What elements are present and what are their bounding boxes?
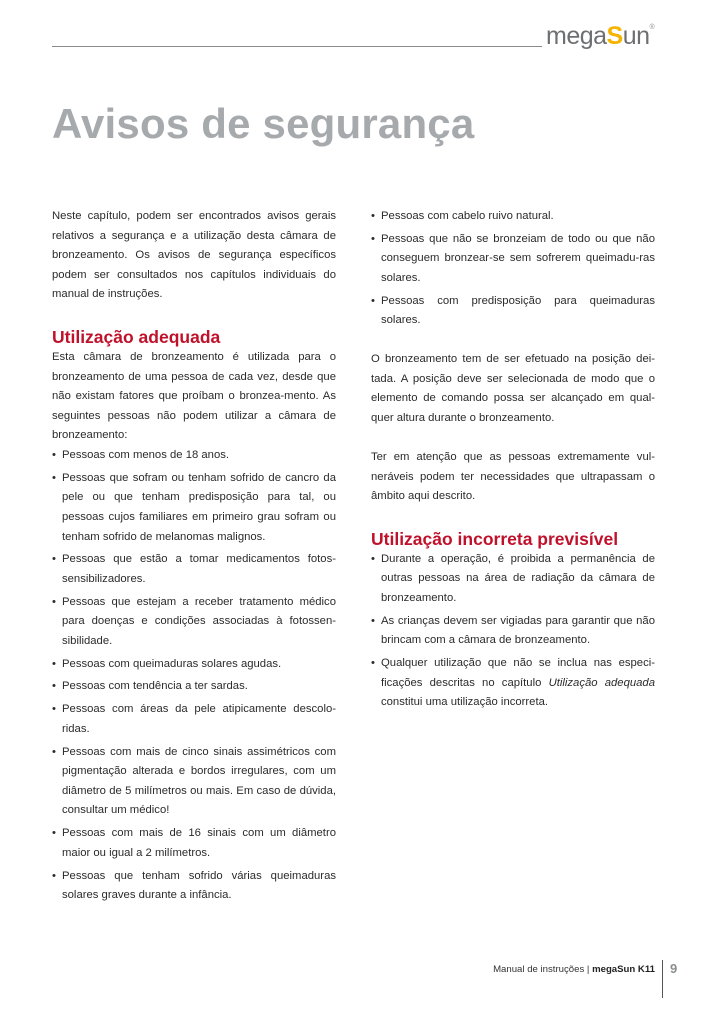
list-item: • Pessoas com tendência a ter sardas.: [52, 677, 336, 697]
proper-use-intro: Esta câmara de bronzeamento é utilizada para o bronzeamento de uma pessoa de cada vez, desde que não existam fatores que proíbam o bronzea-mento. As seguintes pessoas não podem utilizar a câmara de bronzeamento:: [52, 350, 336, 442]
restricted-persons-list: [52, 446, 336, 906]
position-paragraph: O bronzeamento tem de ser efetuado na posição dei-tada. A posição deve ser selecionada de modo que o elemento de comando possa ser alcançado em qual-quer altura durante o bronzeamento.: [371, 353, 655, 424]
list-item: [371, 654, 655, 713]
page-number: 9: [670, 961, 678, 976]
misuse-list: [371, 550, 655, 713]
list-item: • Durante a operação, é proibida a permanência de outras pessoas na área de radiação da câmara de bronzeamento.: [371, 550, 655, 609]
page-title: Avisos de segurança: [52, 100, 475, 147]
logo-highlight: S: [606, 22, 623, 50]
list-item: • Pessoas com mais de 16 sinais com um diâmetro maior ou igual a 2 milímetros.: [52, 824, 336, 863]
list-item: • Pessoas que estejam a receber tratamento médico para doenças e condições associadas à fotossen-sibilidade.: [52, 593, 336, 652]
list-item: • Pessoas com predisposição para queimaduras solares.: [371, 292, 655, 331]
bullet-text: Qualquer utilização que não se inclua nas especi-ficações descritas no capítulo: [381, 657, 655, 689]
list-item: • Pessoas que sofram ou tenham sofrido de cancro da pele ou que tenham predisposição para tal, ou pessoas cujos familiares em primeiro grau sofram ou tenham sofrido de melanomas malignos.: [52, 469, 336, 547]
list-item: • Pessoas com mais de cinco sinais assimétricos com pigmentação alterada e bordos irregulares, com um diâmetro de 5 milímetros ou mais. Em caso de dúvida, consultar um médico!: [52, 743, 336, 821]
vulnerable-persons-paragraph: Ter em atenção que as pessoas extremamente vul-neráveis podem ter necessidades que ultrapassam o âmbito aqui descrito.: [371, 451, 655, 503]
list-item: • Pessoas com áreas da pele atipicamente descolo-ridas.: [52, 700, 336, 739]
manual-label: Manual de instruções |: [493, 964, 593, 975]
section-heading-proper-use: Utilização adequada: [52, 326, 221, 347]
chapter-reference: Utilização adequada: [548, 676, 655, 689]
restricted-persons-list-continued: [371, 207, 655, 331]
megasun-logo: [546, 22, 654, 51]
product-name: megaSun K11: [592, 964, 655, 975]
logo-prefix: mega: [546, 22, 607, 50]
intro-paragraph: Neste capítulo, podem ser encontrados avisos gerais relativos a segurança e a utilização desta câmara de bronzeamento. Os avisos de segurança específicos podem ser consultados nos capítulos individuais do manual de instruções.: [52, 210, 336, 301]
list-item: • Pessoas com cabelo ruivo natural.: [371, 207, 655, 227]
left-column: [52, 207, 336, 909]
list-item: • Pessoas que não se bronzeiam de todo ou que não conseguem bronzear-se sem sofrerem queimadu-ras solares.: [371, 230, 655, 289]
logo-suffix: un: [622, 22, 650, 50]
footer-label: [493, 964, 655, 975]
bullet-text: constitui uma utilização incorreta.: [381, 696, 549, 709]
list-item: • As crianças devem ser vigiadas para garantir que não brincam com a câmara de bronzeamento.: [371, 612, 655, 651]
header-rule: [52, 46, 542, 47]
registered-mark: ®: [649, 24, 655, 31]
list-item: • Pessoas que tenham sofrido várias queimaduras solares graves durante a infância.: [52, 867, 336, 906]
list-item: • Pessoas que estão a tomar medicamentos fotos-sensibilizadores.: [52, 550, 336, 589]
footer-divider: [662, 960, 663, 998]
section-heading-misuse: Utilização incorreta previsível: [371, 528, 619, 549]
list-item: • Pessoas com queimaduras solares agudas.: [52, 655, 336, 675]
list-item: • Pessoas com menos de 18 anos.: [52, 446, 336, 466]
right-column: [371, 207, 655, 716]
